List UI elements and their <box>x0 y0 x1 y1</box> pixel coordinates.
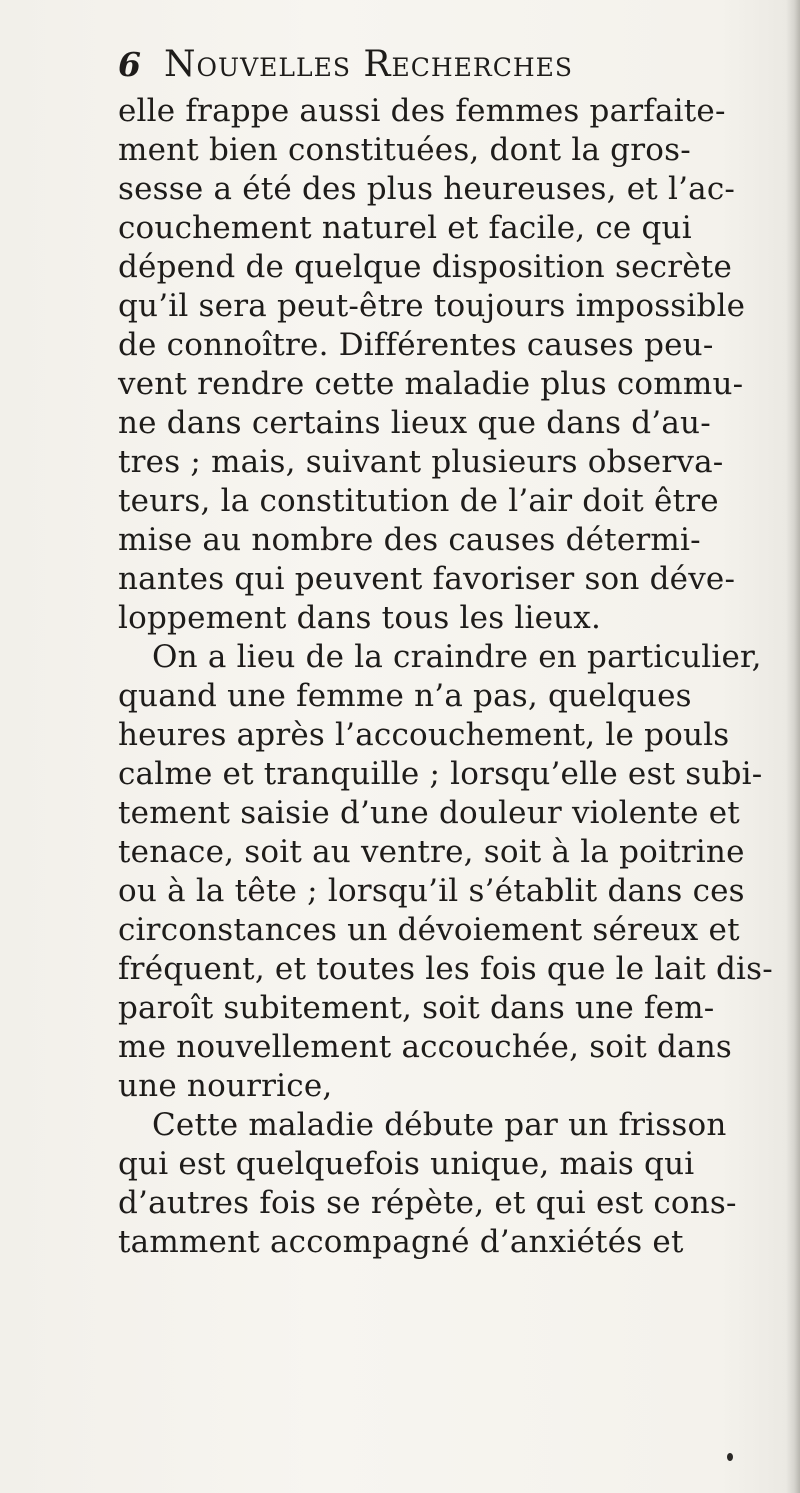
text-line: ment bien constituées, dont la gros- <box>118 132 691 168</box>
text-line: de connoître. Différentes causes peu- <box>118 327 714 363</box>
running-head: Nouvelles Recherches <box>164 44 574 85</box>
text-line: dépend de quelque disposition secrète <box>118 249 733 285</box>
text-line: sesse a été des plus heureuses, et l’ac- <box>118 171 736 207</box>
text-line: couchement naturel et facile, ce qui <box>118 210 692 246</box>
text-line: loppement dans tous les lieux. <box>118 600 602 636</box>
body-text <box>118 92 773 1262</box>
text-line: fréquent, et toutes les fois que le lait dis- <box>118 951 773 987</box>
text-line: elle frappe aussi des femmes parfaite- <box>118 93 726 129</box>
text-line: qui est quelquefois unique, mais qui <box>118 1146 695 1182</box>
text-line: tamment accompagné d’anxiétés et <box>118 1224 684 1260</box>
text-line: paroît subitement, soit dans une fem- <box>118 990 715 1026</box>
page-edge-shadow <box>786 0 800 1493</box>
text-line: calme et tranquille ; lorsqu’elle est subi- <box>118 756 763 792</box>
text-line: circonstances un dévoiement séreux et <box>118 912 740 948</box>
text-line: teurs, la constitution de l’air doit être <box>118 483 719 519</box>
ink-speck <box>727 1453 733 1461</box>
text-line: tement saisie d’une douleur violente et <box>118 795 740 831</box>
text-line: qu’il sera peut-être toujours impossible <box>118 288 746 324</box>
text-line: tres ; mais, suivant plusieurs observa- <box>118 444 724 480</box>
text-line: vent rendre cette maladie plus commu- <box>118 366 744 402</box>
text-line: tenace, soit au ventre, soit à la poitrine <box>118 834 745 870</box>
text-line: heures après l’accouchement, le pouls <box>118 717 730 753</box>
text-line: d’autres fois se répète, et qui est cons- <box>118 1185 737 1221</box>
text-line: ne dans certains lieux que dans d’au- <box>118 405 711 441</box>
paragraph-start-line: On a lieu de la craindre en particulier, <box>152 639 762 675</box>
text-line: me nouvellement accouchée, soit dans <box>118 1029 733 1065</box>
page-number: 6 <box>118 45 141 84</box>
paragraph-start-line: Cette maladie débute par un frisson <box>152 1107 727 1143</box>
text-line: mise au nombre des causes détermi- <box>118 522 701 558</box>
text-line: quand une femme n’a pas, quelques <box>118 678 692 714</box>
text-line: nantes qui peuvent favoriser son déve- <box>118 561 736 597</box>
text-line: ou à la tête ; lorsqu’il s’établit dans ces <box>118 873 745 909</box>
page-header <box>118 40 718 90</box>
text-line: une nourrice, <box>118 1068 333 1104</box>
